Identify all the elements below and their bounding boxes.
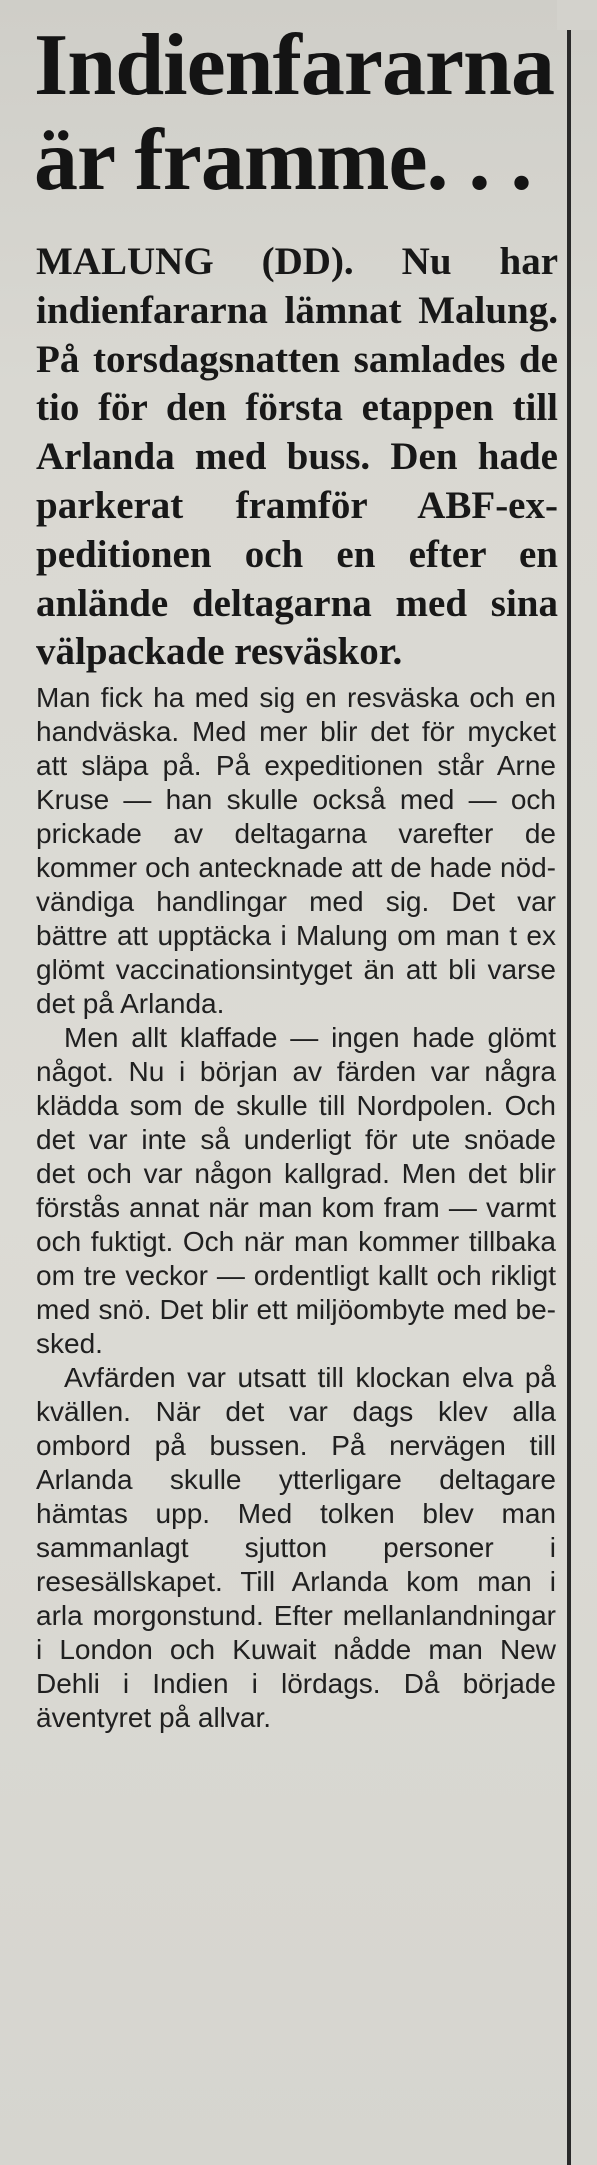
body-paragraph-2: Men allt klaffade — ingen hade glömt något. Nu i början av färden var några klädda som de skulle till Nordpolen. Och det var inte så underligt för ute snöade det och var någon kallgrad. Men det blir förstås annat när man kom fram — varmt och fuktigt. Och när man kommer tillbaka om tre veckor — ordentligt kallt och rikligt med snö. Det blir ett miljöombyte med besked.	[36, 1022, 556, 1360]
column-rule	[567, 30, 571, 2165]
body-paragraph-3: Avfärden var utsatt till klockan elva på kvällen. När det var dags klev alla ombord på bussen. På nervägen till Arlanda skulle ytterligare deltagare hämtas upp. Med tolken blev man sammanlagt sjutton personer i resesällskapet. Till Arlanda kom man i arla morgonstund. Efter mellanlandningar i London och Kuwait nådde man New Dehli i Indien i lördags. Då började äventyret på allvar.	[36, 1362, 556, 1734]
headline	[24, 18, 554, 208]
body-paragraph-1: Man fick ha med sig en resväska och en handväska. Med mer blir det för mycket att släpa på. På expeditionen står Arne Kruse — han skulle också med — och prickade av deltagarna varefter de kommer och antecknade att de hade nödvändiga handlingar med sig. Det var bättre att upptäcka i Malung om man t ex glömt vaccinationsintyget än att bli varse det på Arlanda.	[36, 682, 556, 1020]
paper-edge	[557, 0, 597, 30]
headline-line-1: Indienfararna	[34, 17, 554, 114]
article	[24, 17, 558, 1735]
lead-paragraph: MALUNG (DD). Nu har indienfararna lämnat Malung. På torsdagsnatten samlades de tio för den första etappen till Arlanda med buss. Den hade parkerat framför ABF-expeditionen och en efter en anlände deltagarna med sina välpackade resväskor.	[36, 240, 558, 674]
body-text	[36, 681, 556, 1735]
headline-line-2: är framme. . .	[34, 112, 532, 209]
